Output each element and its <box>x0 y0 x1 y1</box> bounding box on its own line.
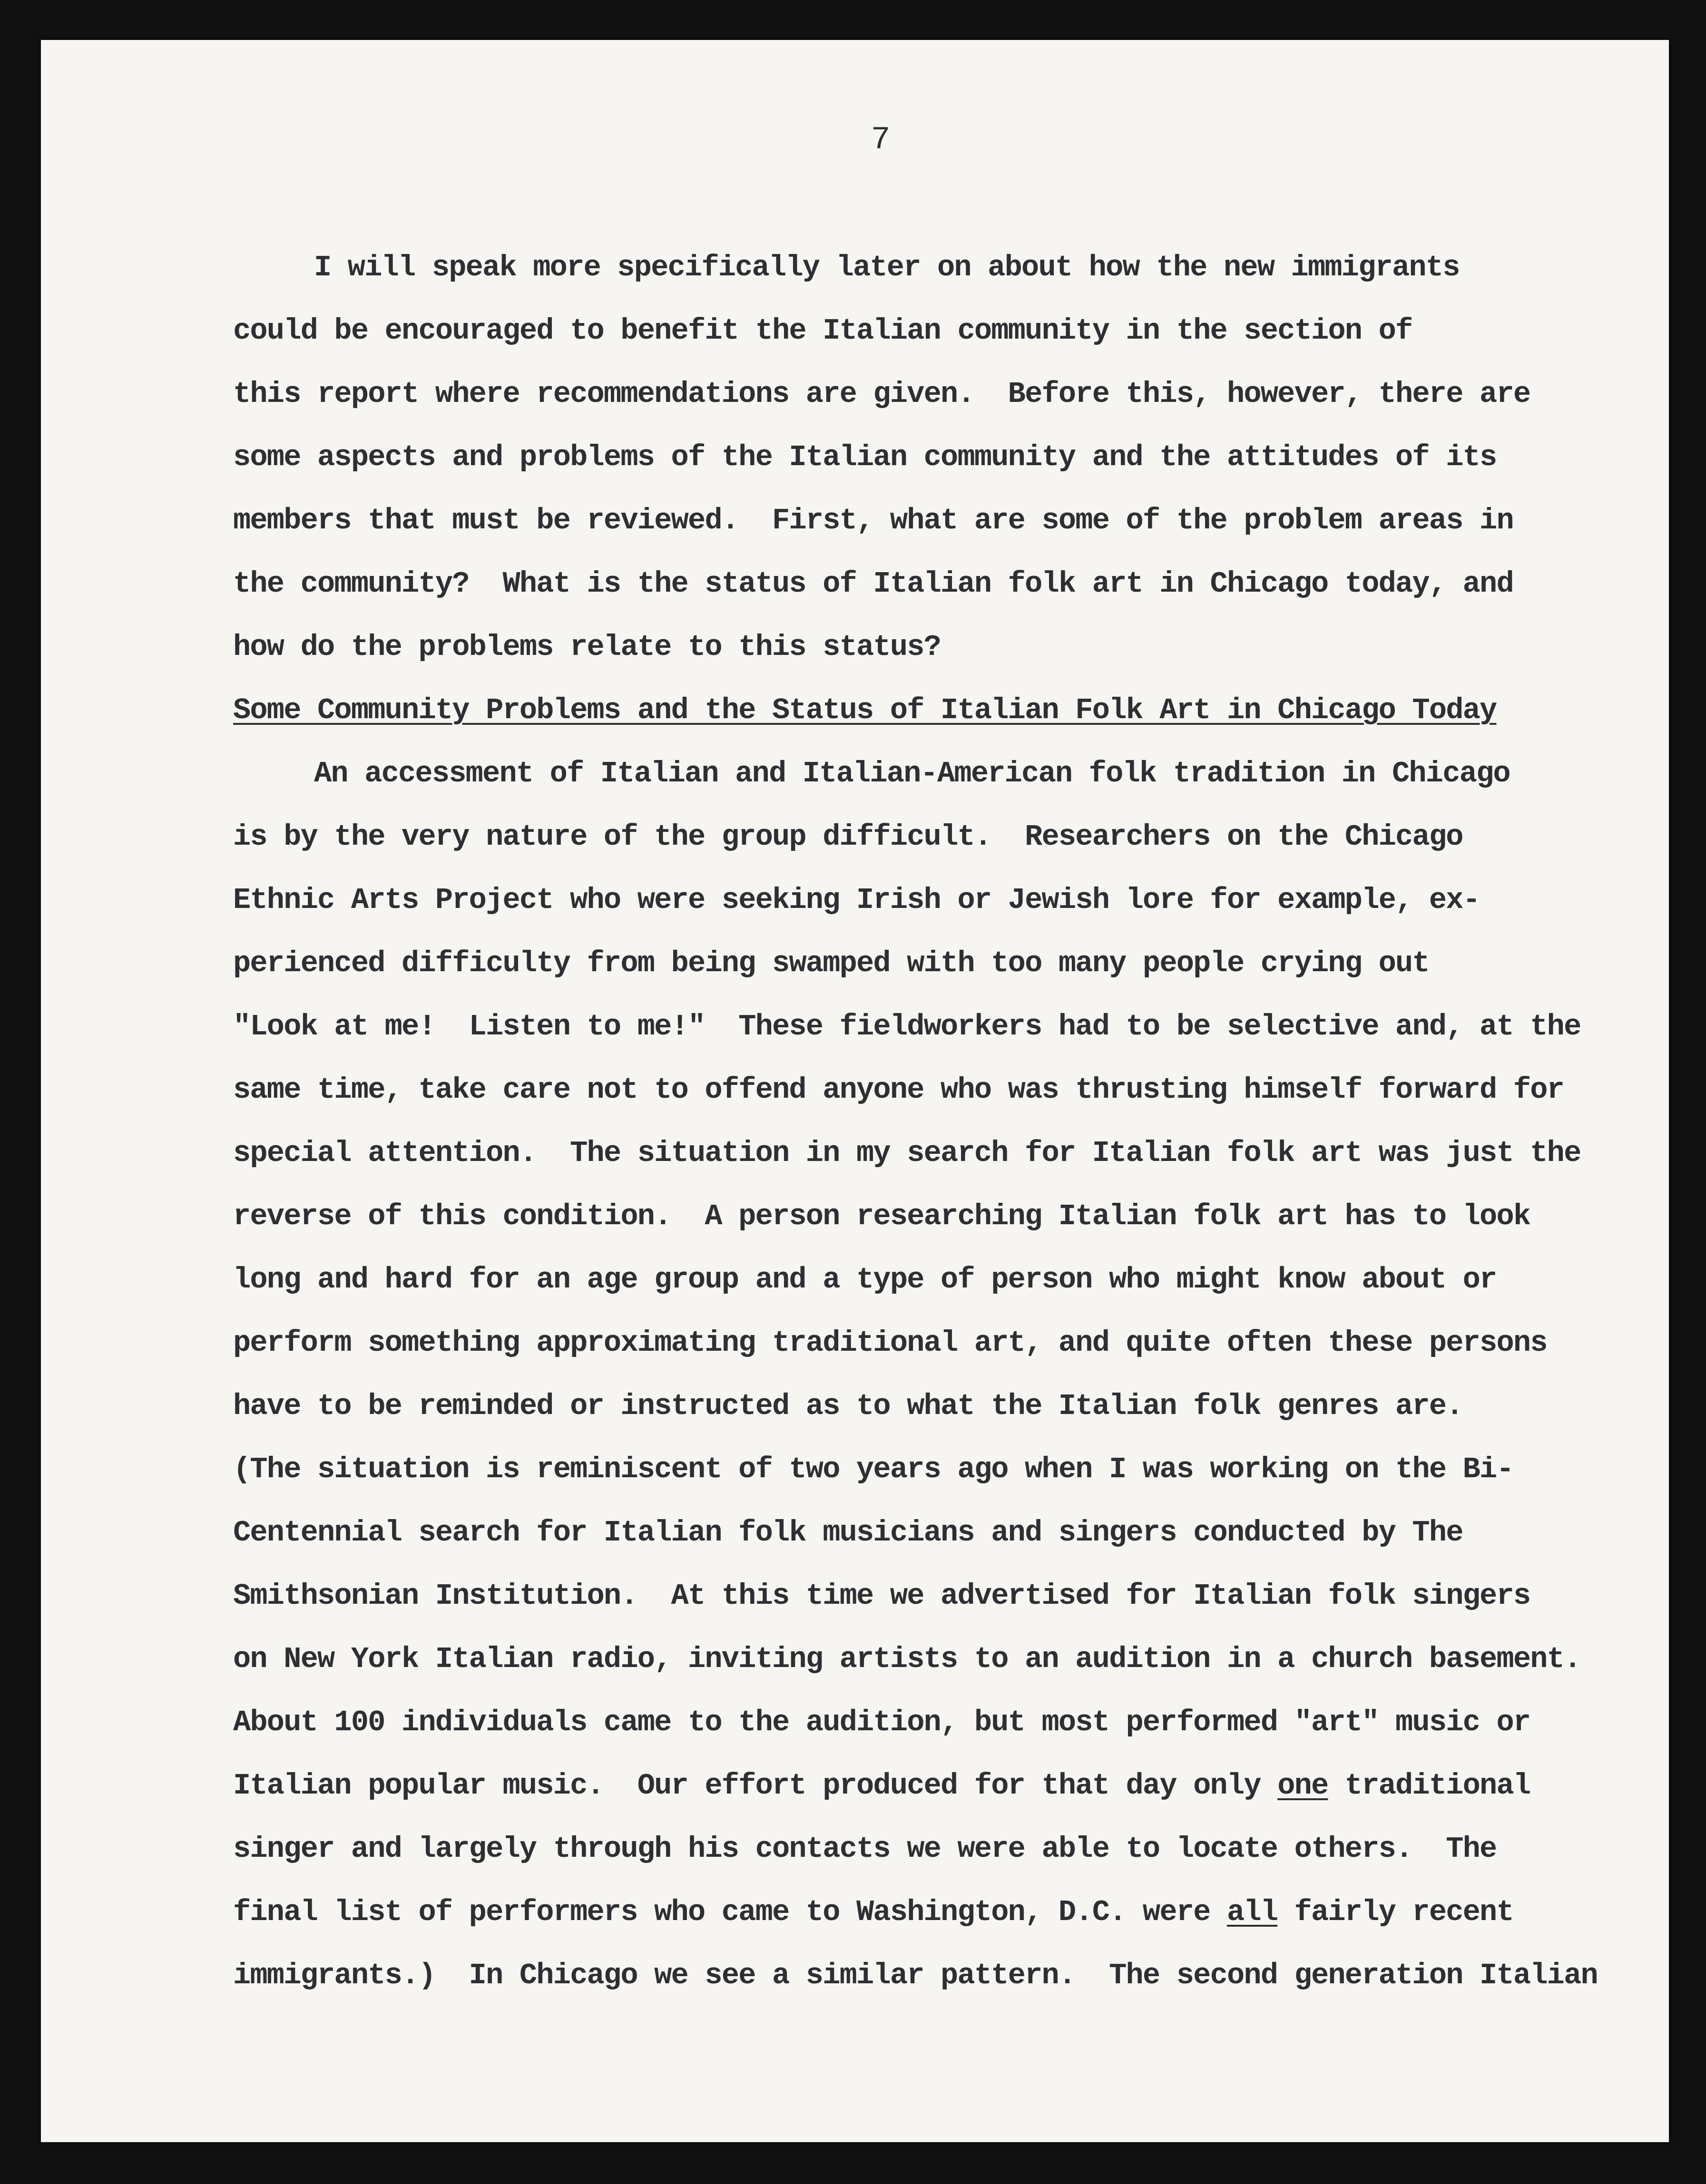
text-line: some aspects and problems of the Italian community and the attitudes of its <box>233 440 1497 474</box>
text-segment: final list of performers who came to Washington, D.C. were <box>233 1895 1227 1929</box>
text-line: special attention. The situation in my search for Italian folk art was just the <box>233 1136 1581 1170</box>
text-line: have to be reminded or instructed as to what the Italian folk genres are. <box>233 1389 1463 1423</box>
page-number: 7 <box>871 122 891 158</box>
text-line: reverse of this condition. A person researching Italian folk art has to look <box>233 1199 1530 1233</box>
text-line: long and hard for an age group and a type of person who might know about or <box>233 1263 1497 1297</box>
text-line: An accessment of Italian and Italian-American folk tradition in Chicago <box>314 757 1510 790</box>
text-line: is by the very nature of the group difficult. Researchers on the Chicago <box>233 820 1463 854</box>
text-line <box>233 1771 1530 1801</box>
text-line: perform something approximating traditional art, and quite often these persons <box>233 1326 1547 1360</box>
text-line: "Look at me! Listen to me!" These fieldworkers had to be selective and, at the <box>233 1010 1581 1043</box>
text-line: the community? What is the status of Italian folk art in Chicago today, and <box>233 567 1513 601</box>
text-segment: Italian popular music. Our effort produced for that day only <box>233 1769 1278 1803</box>
text-line: members that must be reviewed. First, what are some of the problem areas in <box>233 504 1513 537</box>
text-line: perienced difficulty from being swamped with too many people crying out <box>233 946 1429 980</box>
text-line: immigrants.) In Chicago we see a similar pattern. The second generation Italian <box>233 1959 1598 1992</box>
text-line: (The situation is reminiscent of two years ago when I was working on the Bi- <box>233 1453 1513 1486</box>
text-line: Smithsonian Institution. At this time we advertised for Italian folk singers <box>233 1579 1530 1613</box>
section-heading: Some Community Problems and the Status of Italian Folk Art in Chicago Today <box>233 693 1497 727</box>
text-line: this report where recommendations are given. Before this, however, there are <box>233 377 1530 411</box>
text-line: same time, take care not to offend anyone who was thrusting himself forward for <box>233 1073 1564 1107</box>
text-line: About 100 individuals came to the audition, but most performed "art" music or <box>233 1706 1530 1739</box>
underlined-word: one <box>1277 1769 1328 1803</box>
text-line: on New York Italian radio, inviting artists to an audition in a church basement. <box>233 1642 1581 1676</box>
underlined-word: all <box>1226 1895 1278 1929</box>
text-line: Centennial search for Italian folk musicians and singers conducted by The <box>233 1516 1463 1550</box>
text-line: singer and largely through his contacts we were able to locate others. The <box>233 1832 1497 1866</box>
text-line: Ethnic Arts Project who were seeking Irish or Jewish lore for example, ex- <box>233 883 1480 917</box>
text-line <box>233 1895 1513 1929</box>
text-line: could be encouraged to benefit the Italian community in the section of <box>233 314 1412 348</box>
text-line: I will speak more specifically later on about how the new immigrants <box>314 251 1460 284</box>
document-page <box>41 40 1669 2142</box>
text-line: how do the problems relate to this status? <box>233 630 941 664</box>
text-segment: fairly recent <box>1277 1895 1513 1929</box>
text-segment: traditional <box>1328 1769 1530 1803</box>
